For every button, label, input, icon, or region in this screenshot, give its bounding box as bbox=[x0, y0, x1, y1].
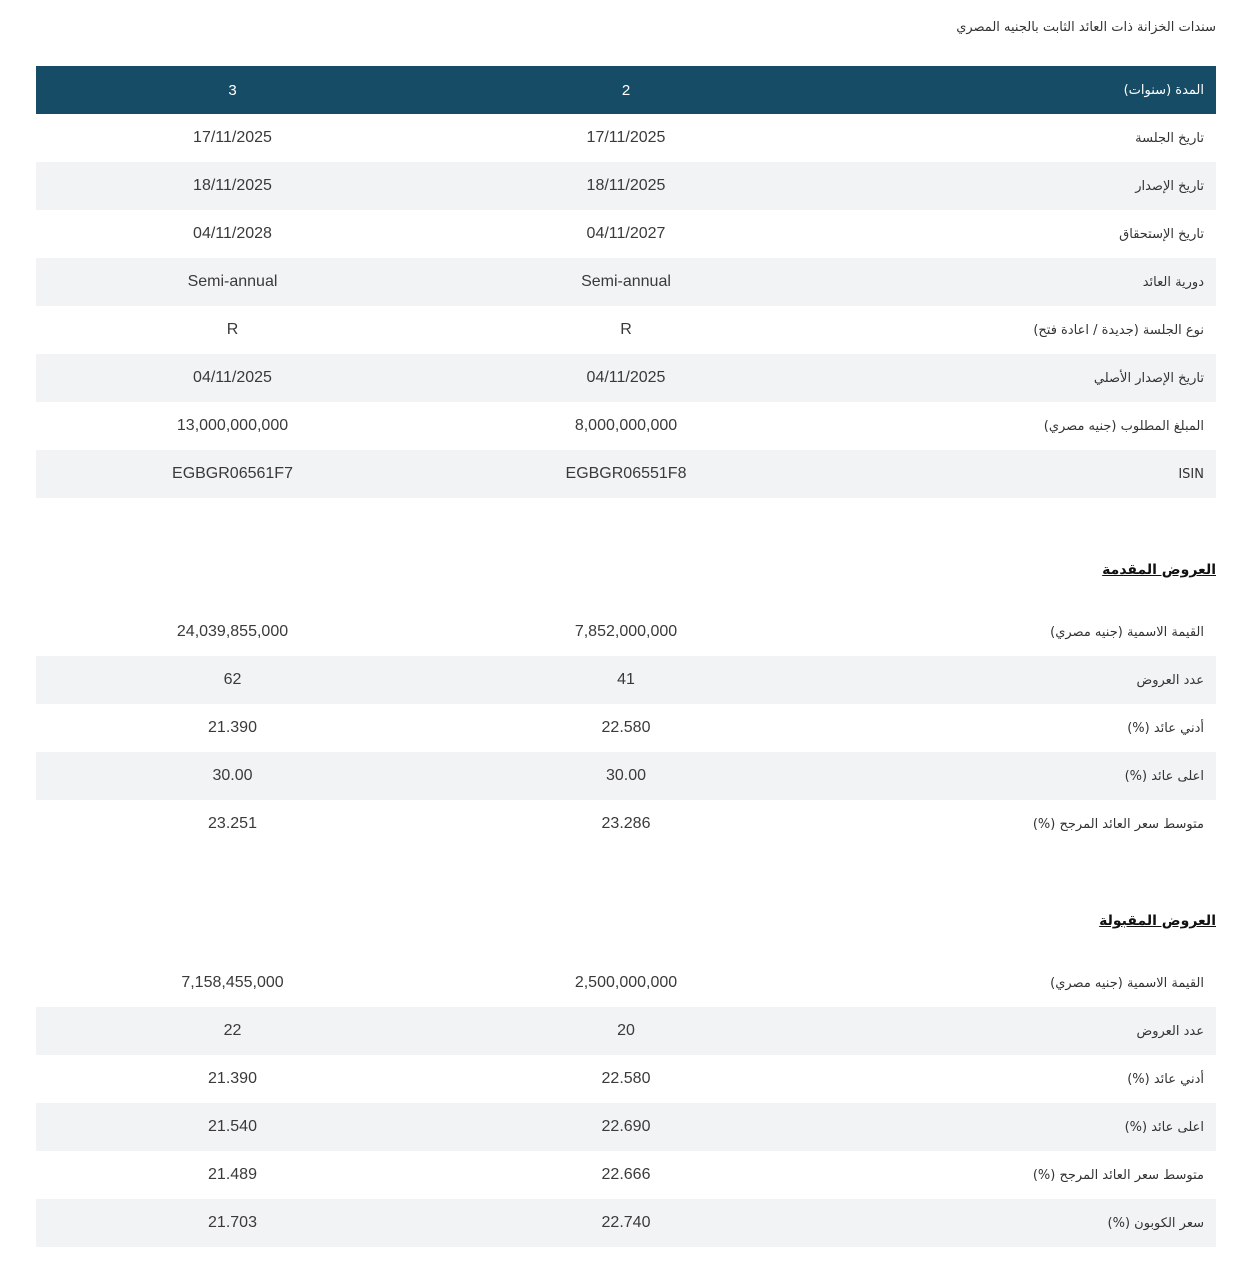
table-header-row bbox=[36, 66, 1216, 114]
row-label: اعلى عائد (%) bbox=[823, 1103, 1216, 1151]
row-label: القيمة الاسمية (جنيه مصري) bbox=[1050, 624, 1204, 640]
cell-col-2: EGBGR06551F8 bbox=[429, 450, 823, 498]
row-label: أدني عائد (%) bbox=[1127, 720, 1204, 736]
row-label: تاريخ الجلسة bbox=[1135, 130, 1204, 146]
cell-col-3: 21.540 bbox=[36, 1103, 429, 1151]
cell-col-3: 30.00 bbox=[36, 752, 429, 800]
row-label: أدني عائد (%) bbox=[1127, 1071, 1204, 1087]
table-row bbox=[36, 402, 1216, 450]
cell-col-3: 21.390 bbox=[208, 1070, 257, 1087]
row-label: متوسط سعر العائد المرجح (%) bbox=[1032, 816, 1204, 832]
cell-col-3: 17/11/2025 bbox=[193, 129, 272, 146]
cell-col-2: 22.740 bbox=[429, 1199, 823, 1247]
cell-col-3: Semi-annual bbox=[36, 258, 429, 306]
table-row bbox=[36, 704, 1216, 752]
table-row bbox=[36, 162, 1216, 210]
table-row bbox=[36, 1103, 1216, 1151]
cell-col-3: 21.703 bbox=[36, 1199, 429, 1247]
cell-col-3: 21.489 bbox=[208, 1166, 257, 1183]
table-row bbox=[36, 752, 1216, 800]
row-label: تاريخ الإستحقاق bbox=[1119, 226, 1204, 242]
offered-bids-title: العروض المقدمة bbox=[1102, 562, 1216, 578]
cell-col-3: 7,158,455,000 bbox=[181, 974, 284, 991]
cell-col-3: EGBGR06561F7 bbox=[36, 450, 429, 498]
table-row bbox=[36, 114, 1216, 162]
cell-col-2: 2,500,000,000 bbox=[574, 974, 678, 991]
table-row bbox=[36, 258, 1216, 306]
cell-col-2: 20 bbox=[429, 1007, 823, 1055]
row-label: المبلغ المطلوب (جنيه مصري) bbox=[1043, 418, 1204, 434]
cell-col-2: 23.286 bbox=[601, 815, 651, 832]
cell-col-2: 22.580 bbox=[601, 719, 651, 736]
table-row bbox=[36, 354, 1216, 402]
cell-col-3: 04/11/2025 bbox=[36, 354, 429, 402]
cell-col-2: 22.690 bbox=[429, 1103, 823, 1151]
row-label: اعلى عائد (%) bbox=[823, 752, 1216, 800]
cell-col-2: 22.666 bbox=[601, 1166, 651, 1183]
row-label: دورية العائد bbox=[823, 258, 1216, 306]
cell-col-2: 17/11/2025 bbox=[586, 129, 666, 146]
cell-col-3: 18/11/2025 bbox=[36, 162, 429, 210]
cell-col-3: 23.251 bbox=[208, 815, 257, 832]
row-label: ISIN bbox=[823, 450, 1216, 498]
table-row bbox=[36, 1007, 1216, 1055]
row-label: عدد العروض bbox=[823, 1007, 1216, 1055]
cell-col-2: 8,000,000,000 bbox=[574, 417, 678, 434]
header-col-2: 2 bbox=[429, 66, 823, 114]
row-label: عدد العروض bbox=[823, 656, 1216, 704]
offered-bids-table bbox=[36, 608, 1216, 848]
header-label-duration: المدة (سنوات) bbox=[823, 66, 1216, 114]
table-row bbox=[36, 608, 1216, 656]
row-label: نوع الجلسة (جديدة / اعادة فتح) bbox=[1033, 322, 1204, 338]
cell-col-3: 04/11/2028 bbox=[193, 225, 272, 242]
table-row bbox=[36, 450, 1216, 498]
cell-col-2: 30.00 bbox=[429, 752, 823, 800]
auction-details-table bbox=[36, 66, 1216, 498]
table-row bbox=[36, 210, 1216, 258]
cell-col-2: 04/11/2027 bbox=[586, 225, 666, 242]
cell-col-2: 22.580 bbox=[601, 1070, 651, 1087]
cell-col-3: R bbox=[226, 321, 239, 338]
table-row bbox=[36, 1199, 1216, 1247]
cell-col-3: 21.390 bbox=[208, 719, 257, 736]
accepted-bids-table bbox=[36, 959, 1216, 1247]
cell-col-2: 18/11/2025 bbox=[429, 162, 823, 210]
page-title: سندات الخزانة ذات العائد الثابت بالجنيه المصري bbox=[956, 20, 1216, 35]
row-label: متوسط سعر العائد المرجح (%) bbox=[1032, 1167, 1204, 1183]
cell-col-2: 7,852,000,000 bbox=[574, 623, 678, 640]
table-row bbox=[36, 306, 1216, 354]
cell-col-3: 62 bbox=[36, 656, 429, 704]
table-row bbox=[36, 1151, 1216, 1199]
cell-col-3: 13,000,000,000 bbox=[176, 417, 289, 434]
table-row bbox=[36, 959, 1216, 1007]
cell-col-3: 22 bbox=[36, 1007, 429, 1055]
cell-col-2: 41 bbox=[429, 656, 823, 704]
row-label: سعر الكوبون (%) bbox=[823, 1199, 1216, 1247]
table-row bbox=[36, 656, 1216, 704]
cell-col-2: 04/11/2025 bbox=[429, 354, 823, 402]
row-label: القيمة الاسمية (جنيه مصري) bbox=[1050, 975, 1204, 991]
table-row bbox=[36, 800, 1216, 848]
cell-col-3: 24,039,855,000 bbox=[176, 623, 289, 640]
cell-col-2: Semi-annual bbox=[429, 258, 823, 306]
row-label: تاريخ الإصدار الأصلي bbox=[823, 354, 1216, 402]
accepted-bids-title: العروض المقبولة bbox=[1099, 913, 1216, 929]
cell-col-2: R bbox=[620, 321, 632, 338]
row-label: تاريخ الإصدار bbox=[823, 162, 1216, 210]
header-col-3: 3 bbox=[36, 66, 429, 114]
table-row bbox=[36, 1055, 1216, 1103]
